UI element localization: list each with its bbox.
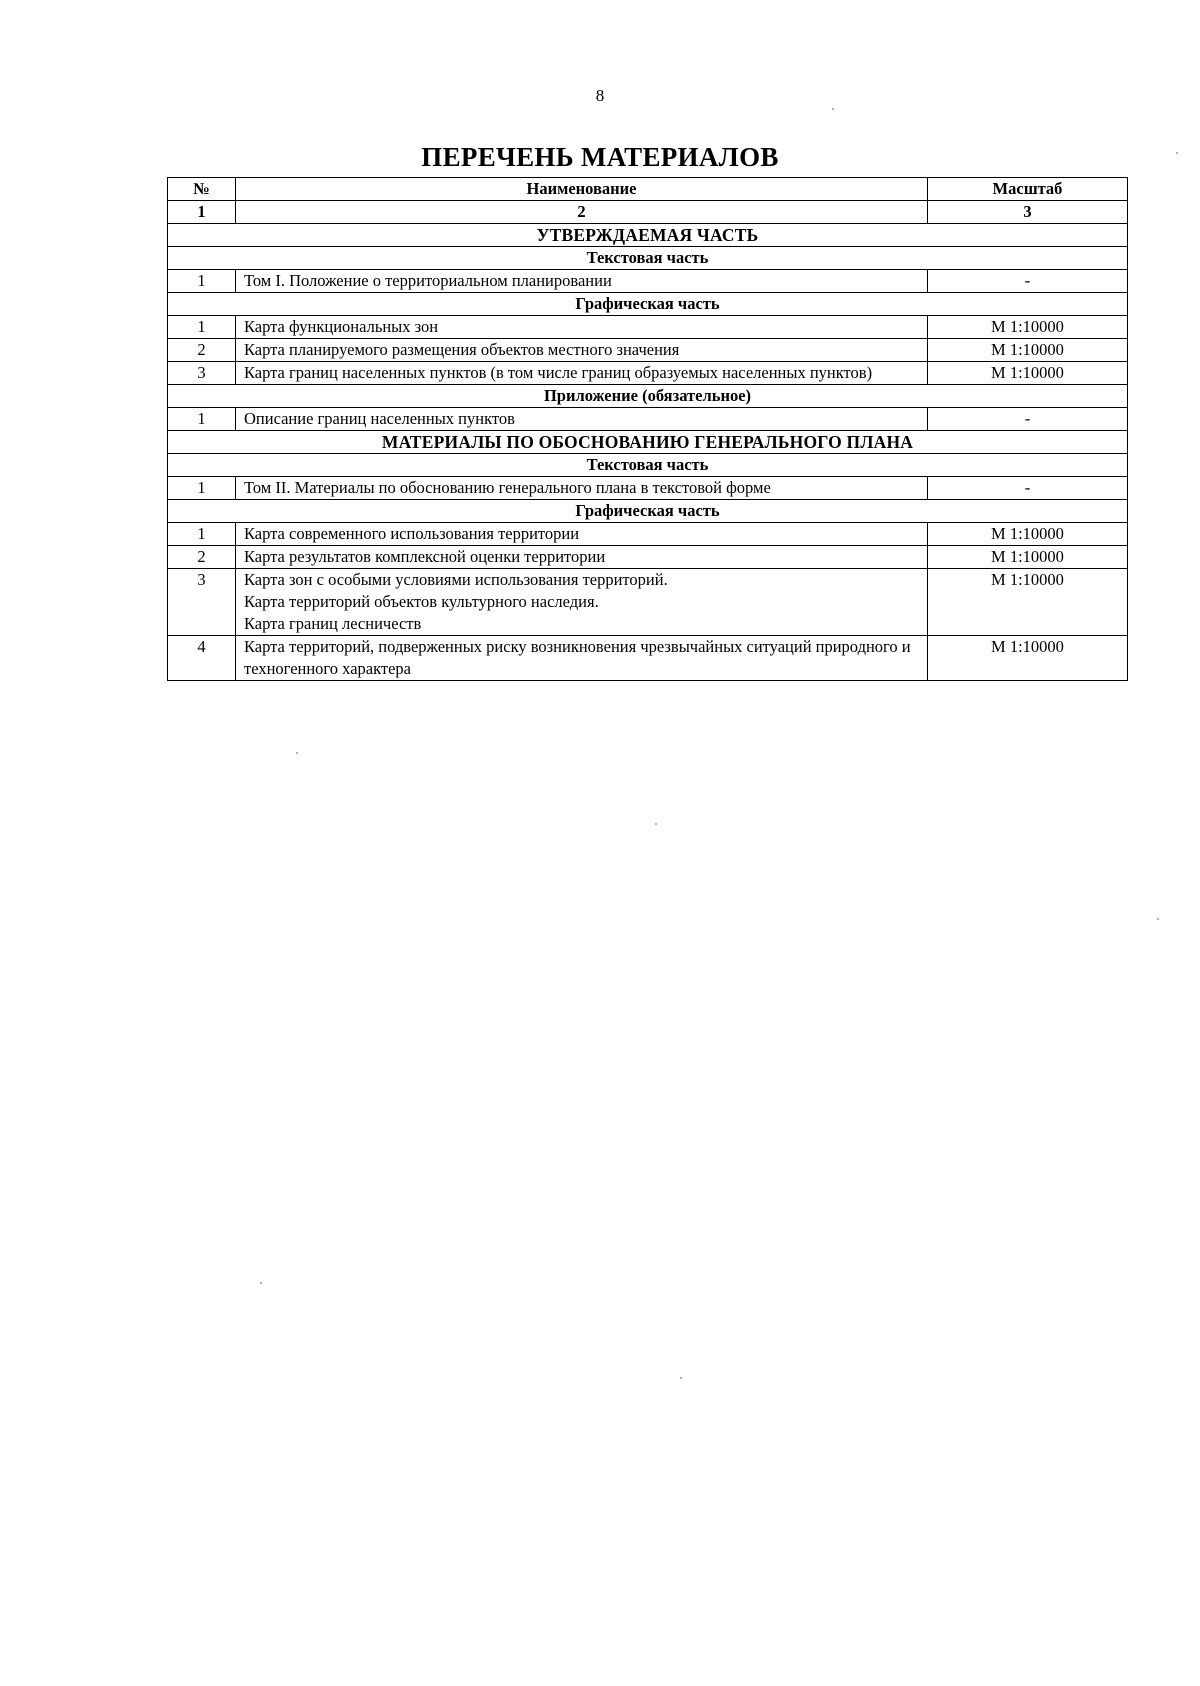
table-row [168, 408, 1128, 431]
row-name-line: Карта планируемого размещения объектов местного значения [244, 340, 680, 359]
materials-table [167, 177, 1128, 681]
row-name-line: Описание границ населенных пунктов [244, 409, 515, 428]
row-name-line: Карта функциональных зон [244, 317, 439, 336]
subsection-row [168, 454, 1128, 477]
table-row [168, 546, 1128, 569]
row-number: 1 [168, 523, 236, 546]
row-name [236, 339, 928, 362]
header-number: № [168, 178, 236, 201]
row-name [236, 636, 928, 681]
row-name [236, 362, 928, 385]
page-number: 8 [595, 86, 605, 105]
row-scale: - [928, 477, 1128, 500]
row-name [236, 270, 928, 293]
row-scale: М 1:10000 [928, 636, 1128, 681]
table-header-row [168, 178, 1128, 201]
section-title: МАТЕРИАЛЫ ПО ОБОСНОВАНИЮ ГЕНЕРАЛЬНОГО ПЛАНА [168, 431, 1128, 454]
table-row [168, 569, 1128, 636]
row-scale: - [928, 270, 1128, 293]
row-scale: М 1:10000 [928, 339, 1128, 362]
row-scale: - [928, 408, 1128, 431]
row-number: 4 [168, 636, 236, 681]
subsection-row [168, 247, 1128, 270]
row-name-line: Карта территорий, подверженных риску возникновения чрезвычайных ситуаций природного и техногенного характера [244, 637, 911, 678]
row-scale: М 1:10000 [928, 523, 1128, 546]
header-name: Наименование [236, 178, 928, 201]
section-row [168, 224, 1128, 247]
row-name [236, 477, 928, 500]
row-name [236, 569, 928, 636]
table-body [168, 224, 1128, 681]
header-scale: Масштаб [928, 178, 1128, 201]
row-name [236, 546, 928, 569]
document-title: ПЕРЕЧЕНЬ МАТЕРИАЛОВ [421, 142, 779, 172]
subsection-title: Текстовая часть [168, 247, 1128, 270]
row-scale: М 1:10000 [928, 362, 1128, 385]
row-name-line: Карта границ населенных пунктов (в том числе границ образуемых населенных пунктов) [244, 363, 873, 382]
row-name-line: Карта современного использования территории [244, 524, 580, 543]
row-name-line: Карта территорий объектов культурного наследия. [244, 592, 599, 611]
column-index-1: 1 [168, 201, 236, 224]
row-name-line: Карта границ лесничеств [244, 614, 422, 633]
subsection-row [168, 385, 1128, 408]
row-number: 1 [168, 270, 236, 293]
subsection-row [168, 500, 1128, 523]
row-scale: М 1:10000 [928, 569, 1128, 636]
table-row [168, 362, 1128, 385]
row-name [236, 523, 928, 546]
row-name-line: Карта результатов комплексной оценки территории [244, 547, 606, 566]
subsection-title: Приложение (обязательное) [168, 385, 1128, 408]
table-row [168, 316, 1128, 339]
row-number: 3 [168, 569, 236, 636]
column-index-2: 2 [236, 201, 928, 224]
table-row [168, 636, 1128, 681]
row-number: 1 [168, 408, 236, 431]
subsection-title: Текстовая часть [168, 454, 1128, 477]
subsection-title: Графическая часть [168, 500, 1128, 523]
row-name-line: Карта зон с особыми условиями использования территорий. [244, 570, 668, 589]
row-number: 3 [168, 362, 236, 385]
row-name-line: Том I. Положение о территориальном планировании [244, 271, 612, 290]
row-scale: М 1:10000 [928, 316, 1128, 339]
row-scale: М 1:10000 [928, 546, 1128, 569]
row-number: 2 [168, 339, 236, 362]
column-index-row [168, 201, 1128, 224]
table-row [168, 477, 1128, 500]
column-index-3: 3 [928, 201, 1128, 224]
row-name-line: Том II. Материалы по обоснованию генерального плана в текстовой форме [244, 478, 771, 497]
subsection-row [168, 293, 1128, 316]
row-number: 1 [168, 316, 236, 339]
subsection-title: Графическая часть [168, 293, 1128, 316]
row-number: 1 [168, 477, 236, 500]
row-name [236, 408, 928, 431]
section-row [168, 431, 1128, 454]
section-title: УТВЕРЖДАЕМАЯ ЧАСТЬ [168, 224, 1128, 247]
table-row [168, 339, 1128, 362]
row-name [236, 316, 928, 339]
table-row [168, 270, 1128, 293]
table-row [168, 523, 1128, 546]
row-number: 2 [168, 546, 236, 569]
